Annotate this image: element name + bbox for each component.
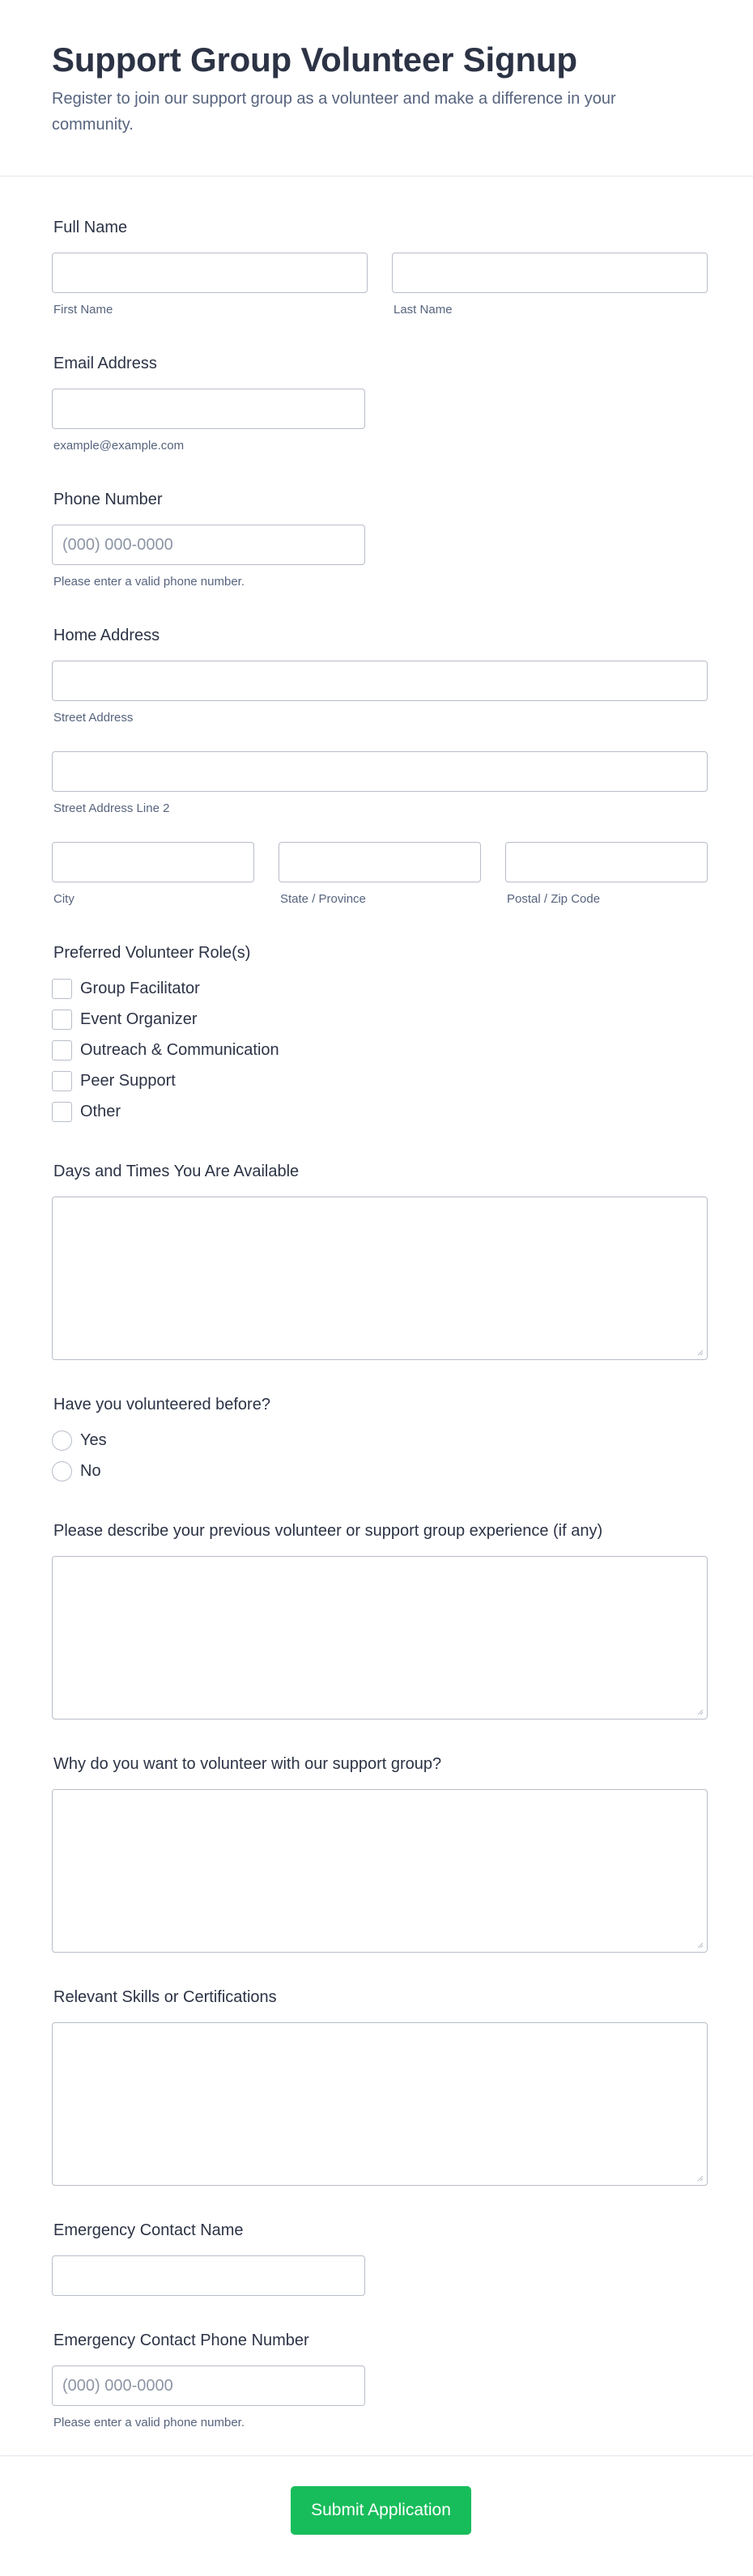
- role-option-label: Event Organizer: [80, 1010, 198, 1028]
- street-address-input[interactable]: [52, 661, 708, 701]
- street-address-line2-sublabel: Street Address Line 2: [53, 801, 170, 815]
- volunteered-option-label: No: [80, 1461, 101, 1480]
- role-option-label: Peer Support: [80, 1071, 176, 1090]
- role-option-event-organizer[interactable]: [52, 1009, 198, 1030]
- phone-sublabel: Please enter a valid phone number.: [53, 575, 245, 589]
- resize-grip-icon[interactable]: [696, 1348, 704, 1356]
- role-option-label: Outreach & Communication: [80, 1040, 279, 1059]
- emergency-phone-label: Emergency Contact Phone Number: [53, 2332, 309, 2349]
- volunteered-option-yes[interactable]: [52, 1430, 107, 1451]
- volunteered-option-no[interactable]: [52, 1460, 101, 1481]
- resize-grip-icon[interactable]: [696, 1707, 704, 1715]
- resize-grip-icon[interactable]: [696, 1941, 704, 1949]
- zip-input[interactable]: [505, 842, 708, 882]
- role-option-peer-support[interactable]: [52, 1070, 176, 1091]
- email-label: Email Address: [53, 355, 157, 372]
- volunteered-option-label: Yes: [80, 1430, 107, 1449]
- form-header: [0, 0, 753, 176]
- last-name-sublabel: Last Name: [394, 303, 453, 317]
- volunteered-before-label: Have you volunteered before?: [53, 1396, 270, 1413]
- availability-label: Days and Times You Are Available: [53, 1163, 300, 1180]
- role-option-label: Group Facilitator: [80, 979, 200, 997]
- emergency-phone-input[interactable]: (000) 000-0000: [52, 2366, 365, 2406]
- checkbox[interactable]: [52, 1040, 72, 1061]
- first-name-input[interactable]: [52, 253, 368, 293]
- email-input[interactable]: [52, 389, 365, 429]
- full-name-label: Full Name: [53, 219, 128, 236]
- role-option-label: Other: [80, 1102, 121, 1120]
- address-label: Home Address: [53, 627, 160, 644]
- phone-input[interactable]: (000) 000-0000: [52, 525, 365, 565]
- first-name-sublabel: First Name: [53, 303, 113, 317]
- checkbox[interactable]: [52, 979, 72, 999]
- email-sublabel: example@example.com: [53, 439, 185, 453]
- street-address-sublabel: Street Address: [53, 711, 134, 725]
- radio[interactable]: [52, 1430, 72, 1451]
- radio[interactable]: [52, 1461, 72, 1481]
- emergency-name-input[interactable]: [52, 2255, 365, 2296]
- role-option-outreach[interactable]: [52, 1039, 279, 1061]
- form-subtitle: Register to join our support group as a volunteer and make a difference in your community.: [52, 90, 616, 134]
- motivation-textarea[interactable]: [52, 1789, 708, 1953]
- form-title: Support Group Volunteer Signup: [52, 40, 577, 79]
- skills-textarea[interactable]: [52, 2022, 708, 2186]
- emergency-phone-sublabel: Please enter a valid phone number.: [53, 2416, 245, 2429]
- street-address-line2-input[interactable]: [52, 751, 708, 792]
- role-option-other[interactable]: [52, 1101, 121, 1122]
- motivation-label: Why do you want to volunteer with our support group?: [53, 1755, 442, 1773]
- phone-label: Phone Number: [53, 491, 163, 508]
- zip-sublabel: Postal / Zip Code: [507, 892, 601, 906]
- last-name-input[interactable]: [392, 253, 708, 293]
- experience-textarea[interactable]: [52, 1556, 708, 1719]
- resize-grip-icon[interactable]: [696, 2174, 704, 2182]
- experience-label: Please describe your previous volunteer or support group experience (if any): [53, 1522, 603, 1540]
- availability-textarea[interactable]: [52, 1197, 708, 1360]
- checkbox[interactable]: [52, 1010, 72, 1030]
- checkbox[interactable]: [52, 1071, 72, 1091]
- submit-button[interactable]: Submit Application: [291, 2486, 471, 2535]
- emergency-name-label: Emergency Contact Name: [53, 2221, 244, 2239]
- city-input[interactable]: [52, 842, 254, 882]
- footer-divider: [0, 2455, 753, 2456]
- state-sublabel: State / Province: [280, 892, 366, 906]
- role-option-group-facilitator[interactable]: [52, 978, 200, 999]
- skills-label: Relevant Skills or Certifications: [53, 1988, 277, 2006]
- city-sublabel: City: [53, 892, 74, 906]
- state-input[interactable]: [279, 842, 481, 882]
- roles-label: Preferred Volunteer Role(s): [53, 944, 251, 962]
- checkbox[interactable]: [52, 1102, 72, 1122]
